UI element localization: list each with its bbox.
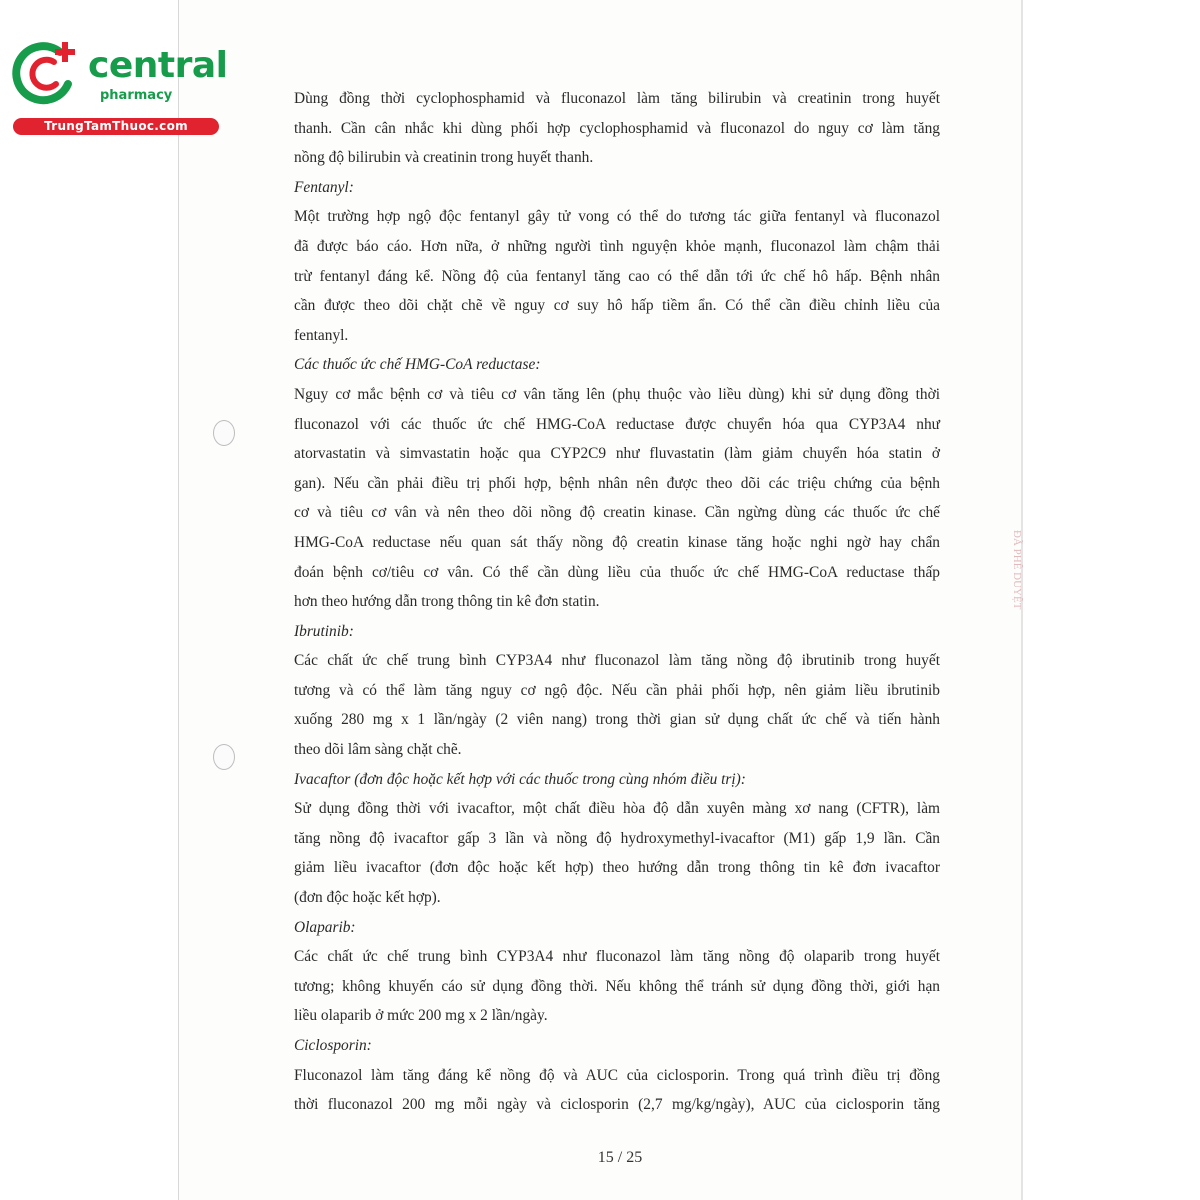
body-line: thanh. Cần cân nhắc khi dùng phối hợp cyclophosphamid và fluconazol do nguy cơ làm tăng [294, 119, 940, 137]
body-line: liều olaparib ở mức 200 mg x 2 lần/ngày. [294, 1007, 548, 1025]
logo-url: TrungTamThuoc.com [13, 118, 219, 135]
body-line: theo dõi lâm sàng chặt chẽ. [294, 741, 462, 759]
body-line: atorvastatin và simvastatin hoặc qua CYP2C9 như fluvastatin (làm giảm chuyển hóa statin ở [294, 445, 940, 463]
body-line: tương; không khuyến cáo sử dụng đồng thời. Nếu không thể tránh sử dụng đồng thời, giới hạn [294, 977, 940, 995]
body-line: giảm liều ivacaftor (đơn độc hoặc kết hợp) theo hướng dẫn trong thông tin kê đơn ivacaftor [294, 859, 940, 877]
body-line: Các chất ức chế trung bình CYP3A4 như fluconazol làm tăng nồng độ ibrutinib trong huyết [294, 652, 940, 670]
body-line: cần được theo dõi chặt chẽ về nguy cơ suy hô hấp tiềm ẩn. Có thể cần điều chỉnh liều của [294, 297, 940, 315]
body-line: đã được báo cáo. Hơn nữa, ở những người tình nguyện khỏe mạnh, fluconazol làm chậm thải [294, 237, 940, 255]
logo-subtitle: pharmacy [100, 88, 173, 103]
approval-stamp: ĐÃ PHÊ DUYỆT [1011, 530, 1023, 610]
logo-title: central [88, 45, 228, 86]
body-line: cơ và tiêu cơ vân và nên theo dõi nồng độ creatin kinase. Cần ngừng dùng các thuốc ức chế [294, 504, 940, 522]
section-heading: Ciclosporin: [294, 1037, 372, 1054]
body-line: Nguy cơ mắc bệnh cơ và tiêu cơ vân tăng lên (phụ thuộc vào liều dùng) khi sử dụng đồng thời [294, 385, 940, 403]
body-line: Các chất ức chế trung bình CYP3A4 như fluconazol làm tăng nồng độ olaparib trong huyết [294, 948, 940, 966]
body-line: nồng độ bilirubin và creatinin trong huyết thanh. [294, 149, 594, 167]
body-line: hơn theo hướng dẫn trong thông tin kê đơn statin. [294, 593, 600, 611]
body-line: tăng nồng độ ivacaftor gấp 3 lần và nồng độ hydroxymethyl-ivacaftor (M1) gấp 1,9 lần. Cần [294, 829, 940, 847]
section-heading: Các thuốc ức chế HMG-CoA reductase: [294, 356, 541, 374]
body-line: Sử dụng đồng thời với ivacaftor, một chất điều hòa độ dẫn xuyên màng xơ nang (CFTR), làm [294, 800, 940, 818]
body-line: (đơn độc hoặc kết hợp). [294, 889, 441, 907]
body-line: Một trường hợp ngộ độc fentanyl gây tử vong có thể do tương tác giữa fentanyl và fluconazol [294, 208, 940, 226]
body-line: HMG-CoA reductase nếu quan sát thấy nồng độ creatin kinase tăng hoặc nghi ngờ hay chẩn [294, 533, 940, 551]
document-body [294, 84, 940, 1120]
section-heading: Ibrutinib: [294, 622, 354, 640]
body-line: tương và có thể làm tăng nguy cơ ngộ độc. Nếu cần phải phối hợp, nên giảm liều ibrutinib [294, 681, 940, 699]
body-line: trừ fentanyl đáng kể. Nồng độ của fentanyl tăng cao có thể dẫn tới ức chế hô hấp. Bệnh nhân [294, 267, 940, 285]
body-line: xuống 280 mg x 1 lần/ngày (2 viên nang) trong thời gian sử dụng chất ức chế và tiến hành [294, 711, 940, 729]
section-heading: Olaparib: [294, 918, 356, 936]
body-line: fentanyl. [294, 326, 349, 344]
section-heading: Ivacaftor (đơn độc hoặc kết hợp với các thuốc trong cùng nhóm điều trị): [294, 770, 746, 788]
body-line: Dùng đồng thời cyclophosphamid và fluconazol làm tăng bilirubin và creatinin trong huyết [294, 90, 940, 107]
punch-hole-bottom [213, 744, 235, 770]
body-line: đoán bệnh cơ/tiêu cơ vân. Có thể cần dùng liều của thuốc ức chế HMG-CoA reductase thấp [294, 563, 940, 581]
central-pharmacy-logo[interactable] [10, 38, 228, 138]
body-line: thời fluconazol 200 mg mỗi ngày và ciclosporin (2,7 mg/kg/ngày), AUC của ciclosporin tăng [294, 1096, 940, 1114]
body-line: fluconazol với các thuốc ức chế HMG-CoA reductase được chuyển hóa qua CYP3A4 như [294, 415, 940, 433]
section-heading: Fentanyl: [294, 178, 354, 196]
body-line: gan). Nếu cần phải điều trị phối hợp, bệnh nhân nên được theo dõi các triệu chứng của bệnh [294, 474, 940, 492]
body-line: Fluconazol làm tăng đáng kể nồng độ và AUC của ciclosporin. Trong quá trình điều trị đồng [294, 1066, 940, 1084]
page-number: 15 / 25 [597, 1149, 643, 1166]
pharmacy-cross-icon [10, 38, 80, 108]
punch-hole-top [213, 420, 235, 446]
